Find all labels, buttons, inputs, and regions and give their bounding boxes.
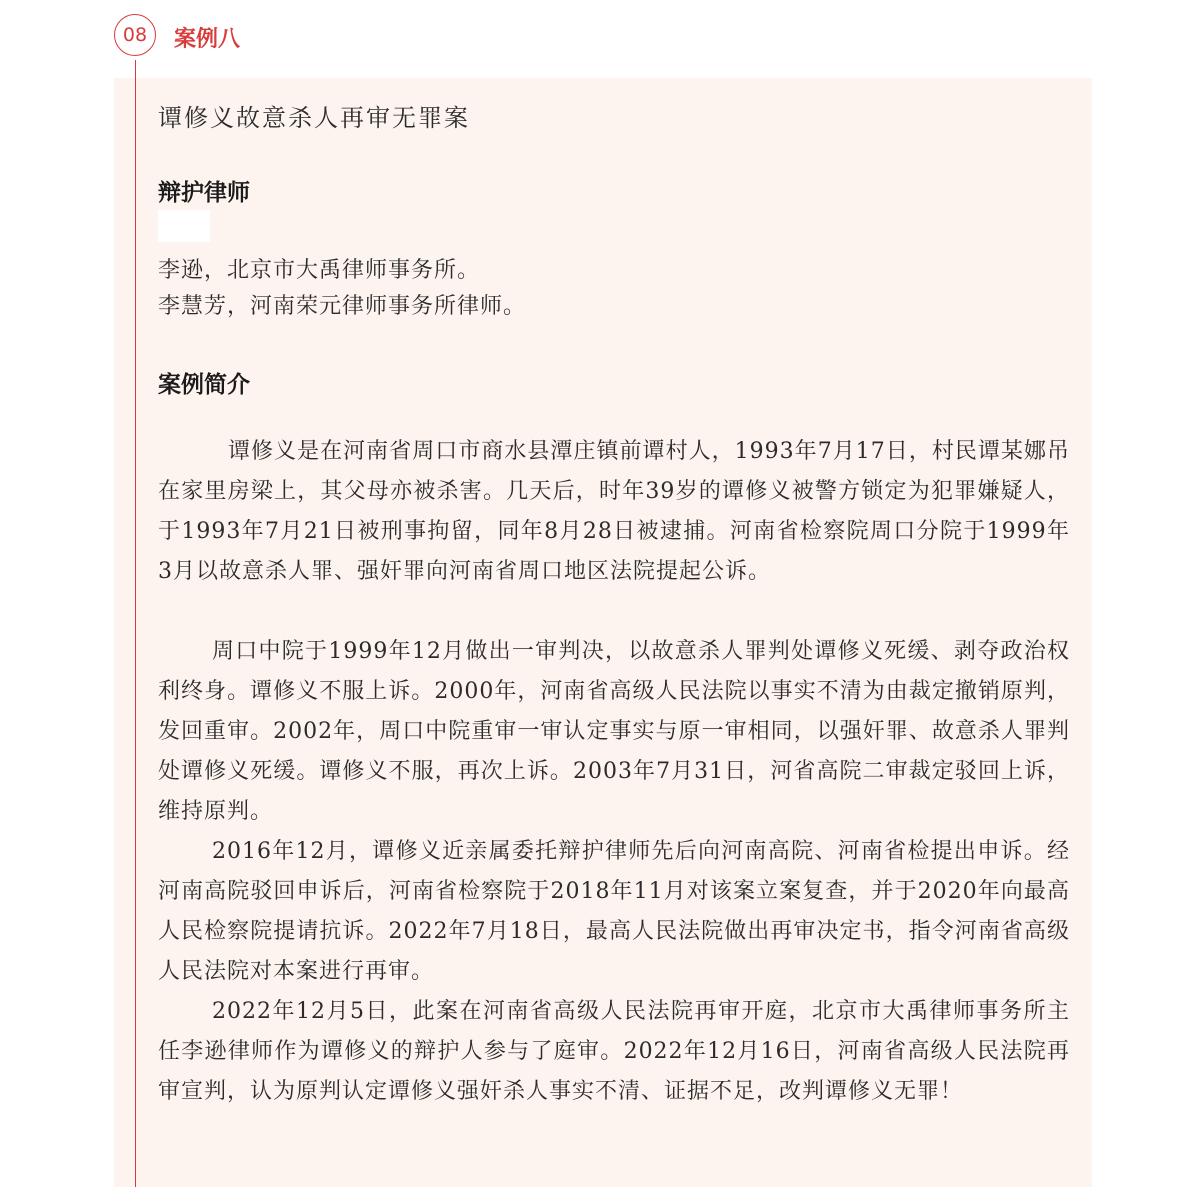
defense-lawyers-heading: 辩护律师: [158, 180, 250, 206]
case-label: 案例八: [174, 27, 241, 52]
summary-paragraph: 周口中院于1999年12月做出一审判决，以故意杀人罪判处谭修义死缓、剥夺政治权利终身。谭修义不服上诉。2000年，河南省高级人民法院以事实不清为由裁定撤销原判，发回重审。2002年，周口中院重审一审认定事实与原一审相同，以强奸罪、故意杀人罪判处谭修义死缓。谭修义不服，再次上诉。2003年7月31日，河省高院二审裁定驳回上诉，维持原判。: [158, 639, 1070, 824]
summary-paragraph: 2022年12月5日，此案在河南省高级人民法院再审开庭，北京市大禹律师事务所主任李逊律师作为谭修义的辩护人参与了庭审。2022年12月16日，河南省高级人民法院再审宣判，认为原判认定谭修义强奸杀人事实不清、证据不足，改判谭修义无罪！: [158, 999, 1070, 1104]
lawyer-item: 李逊，北京市大禹律师事务所。: [158, 258, 481, 283]
lawyer-item: 李慧芳，河南荣元律师事务所律师。: [158, 294, 527, 319]
summary-paragraph: 谭修义是在河南省周口市商水县潭庄镇前谭村人，1993年7月17日，村民谭某娜吊在家里房梁上，其父母亦被杀害。几天后，时年39岁的谭修义被警方锁定为犯罪嫌疑人，于1993年7月21日被刑事拘留，同年8月28日被逮捕。河南省检察院周口分院于1999年3月以故意杀人罪、强奸罪向河南省周口地区法院提起公诉。: [158, 439, 1070, 584]
summary-paragraph: 2016年12月，谭修义近亲属委托辩护律师先后向河南高院、河南省检提出申诉。经河南高院驳回申诉后，河南省检察院于2018年11月对该案立案复查，并于2020年向最高人民检察院提请抗诉。2022年7月18日，最高人民法院做出再审决定书，指令河南省高级人民法院对本案进行再审。: [158, 839, 1070, 984]
timeline-line: [135, 60, 136, 1187]
case-summary-heading: 案例简介: [158, 372, 250, 398]
blank-placeholder: [158, 210, 210, 242]
article-title: 谭修义故意杀人再审无罪案: [158, 104, 470, 132]
case-number-badge: 08: [114, 14, 156, 56]
